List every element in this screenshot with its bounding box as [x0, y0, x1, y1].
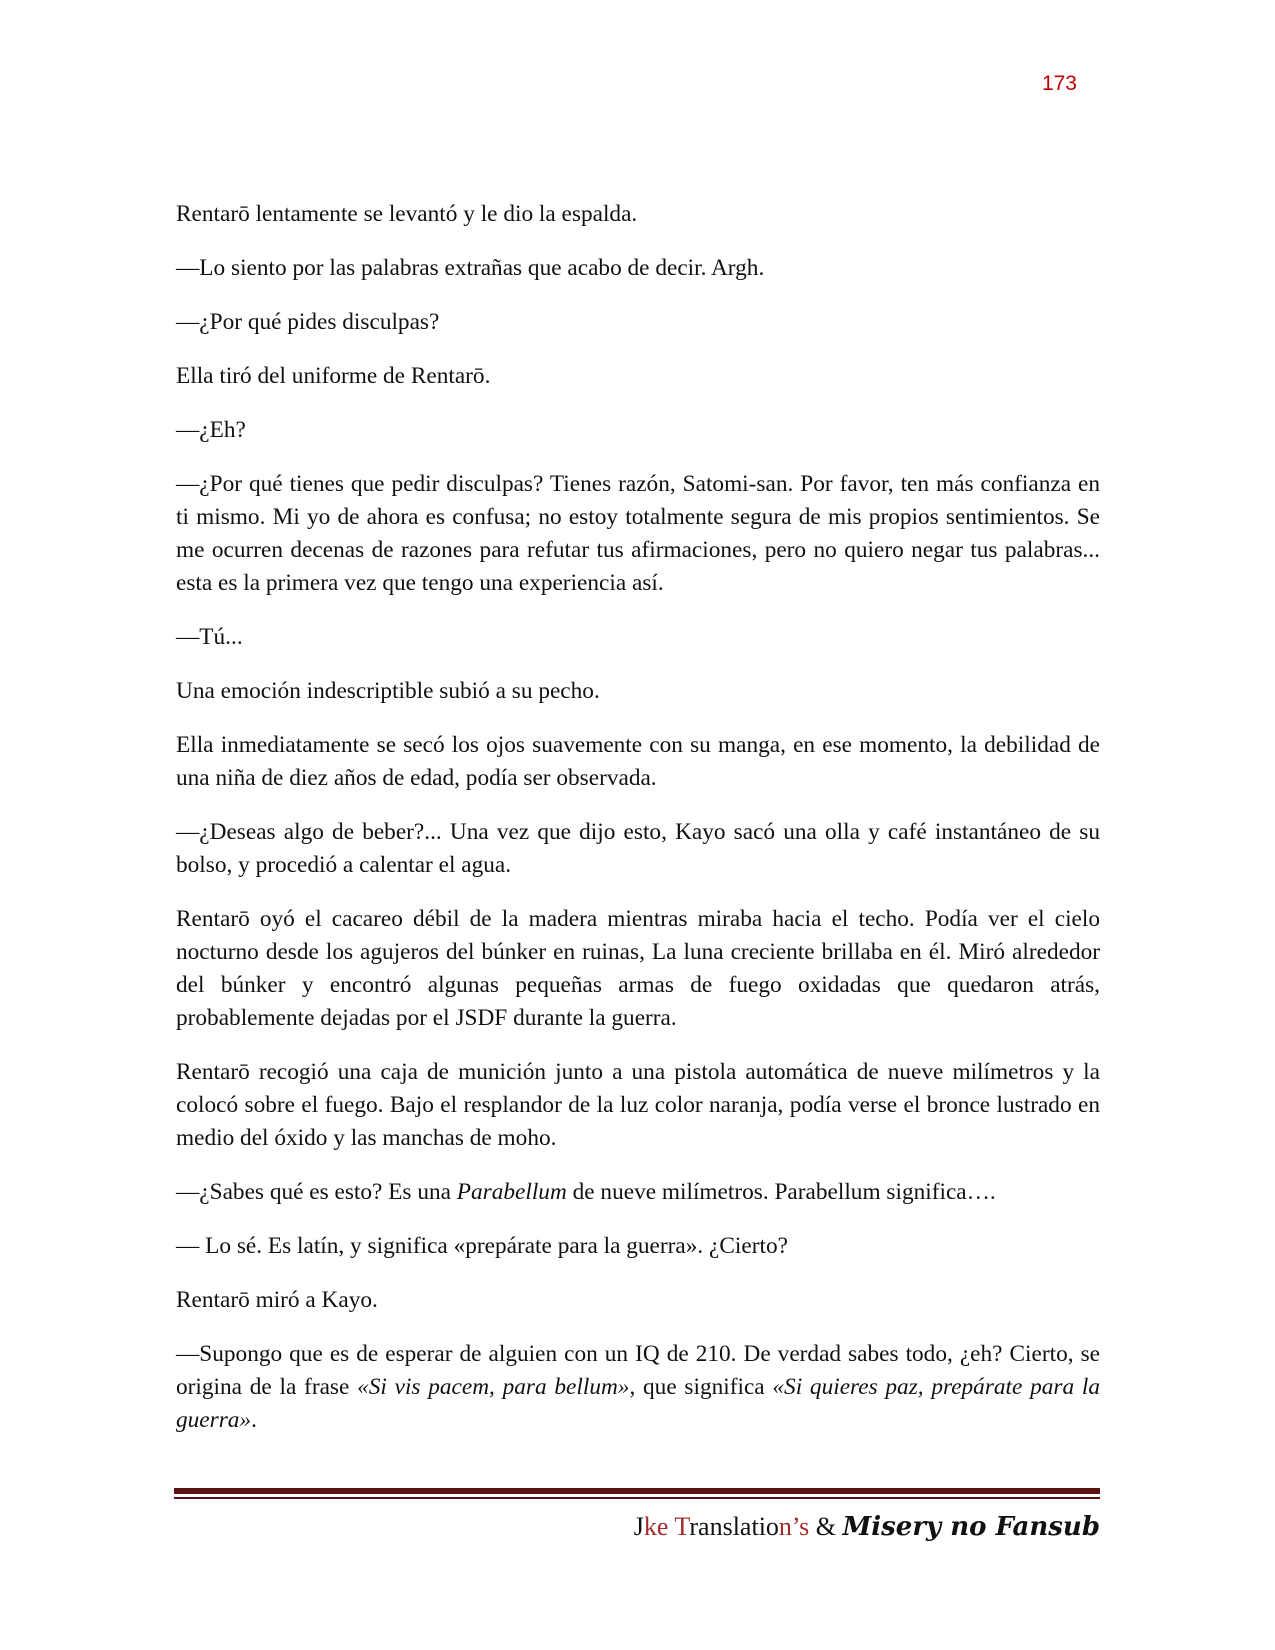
page-number: 173 — [1041, 72, 1077, 95]
italic-term: Parabellum — [456, 1179, 567, 1205]
footer-divider — [174, 1488, 1100, 1499]
text-segment: , que significa — [629, 1374, 773, 1400]
text-segment: . — [251, 1407, 257, 1433]
credit-segment: ranslatio — [689, 1512, 779, 1541]
credit-segment: & — [809, 1512, 843, 1541]
paragraph: —Lo siento por las palabras extrañas que acabo de decir. Argh. — [176, 255, 765, 281]
credit-segment: n’s — [778, 1512, 810, 1541]
footer-credit — [634, 1512, 1100, 1542]
paragraph: Una emoción indescriptible subió a su pecho. — [176, 678, 600, 704]
paragraph: Rentarō recogió una caja de munición junto a una pistola automática de nueve milímetros y la colocó sobre el fuego. Bajo el resplandor de la luz color naranja, podía verse el bronce lustrado en medio del óxido y las manchas de moho. — [176, 1059, 1100, 1151]
paragraph: Ella inmediatamente se secó los ojos suavemente con su manga, en ese momento, la debilidad de una niña de diez años de edad, podía ser observada. — [176, 732, 1100, 791]
paragraph: Rentarō miró a Kayo. — [176, 1287, 378, 1313]
paragraph: —Tú... — [176, 624, 243, 650]
text-segment: —Supongo que es de esperar de alguien con un IQ de 210. De verdad sabes todo, ¿eh? Cierto, se origina de la frase — [176, 1341, 1100, 1400]
footer-rule-thin — [174, 1497, 1100, 1499]
paragraph: Rentarō lentamente se levantó y le dio la espalda. — [176, 201, 638, 227]
paragraph — [176, 1176, 1100, 1209]
paragraph: —¿Por qué tienes que pedir disculpas? Tienes razón, Satomi-san. Por favor, ten más confianza en ti mismo. Mi yo de ahora es confusa; no estoy totalmente segura de mis propios sentimientos. Se me ocurren decenas de razones para refutar tus afirmaciones, pero no quiero negar tus palabras... esta es la primera vez que tengo una experiencia así. — [176, 471, 1100, 596]
paragraph: — Lo sé. Es latín, y significa «prepárate para la guerra». ¿Cierto? — [176, 1233, 788, 1259]
paragraph: —¿Eh? — [176, 417, 246, 443]
paragraph: Rentarō oyó el cacareo débil de la madera mientras miraba hacia el techo. Podía ver el cielo nocturno desde los agujeros del búnker en ruinas, La luna creciente brillaba en él. Miró alrededor del búnker y encontró algunas pequeñas armas de fuego oxidadas que quedaron atrás, probablemente dejadas por el JSDF durante la guerra. — [176, 906, 1100, 1031]
paragraph: —¿Deseas algo de beber?... Una vez que dijo esto, Kayo sacó una olla y café instantáneo de su bolso, y procedió a calentar el agua. — [176, 819, 1100, 878]
text-segment: —¿Sabes qué es esto? Es una — [176, 1179, 457, 1205]
footer-rule-thick — [174, 1488, 1100, 1494]
credit-segment: T — [674, 1512, 690, 1541]
italic-quote: «Si quieres paz, prepárate para la guerra» — [176, 1374, 1101, 1433]
paragraph: —¿Por qué pides disculpas? — [176, 309, 440, 335]
credit-segment: ke — [643, 1512, 675, 1541]
body-text — [176, 198, 1100, 1458]
paragraph — [176, 1338, 1100, 1437]
italic-quote: «Si vis pacem, para bellum» — [357, 1374, 630, 1400]
credit-fansub-name: Misery no Fansub — [842, 1512, 1100, 1542]
text-segment: de nueve milímetros. Parabellum significa…. — [566, 1179, 996, 1205]
credit-segment: J — [633, 1512, 644, 1541]
paragraph: Ella tiró del uniforme de Rentarō. — [176, 363, 491, 389]
